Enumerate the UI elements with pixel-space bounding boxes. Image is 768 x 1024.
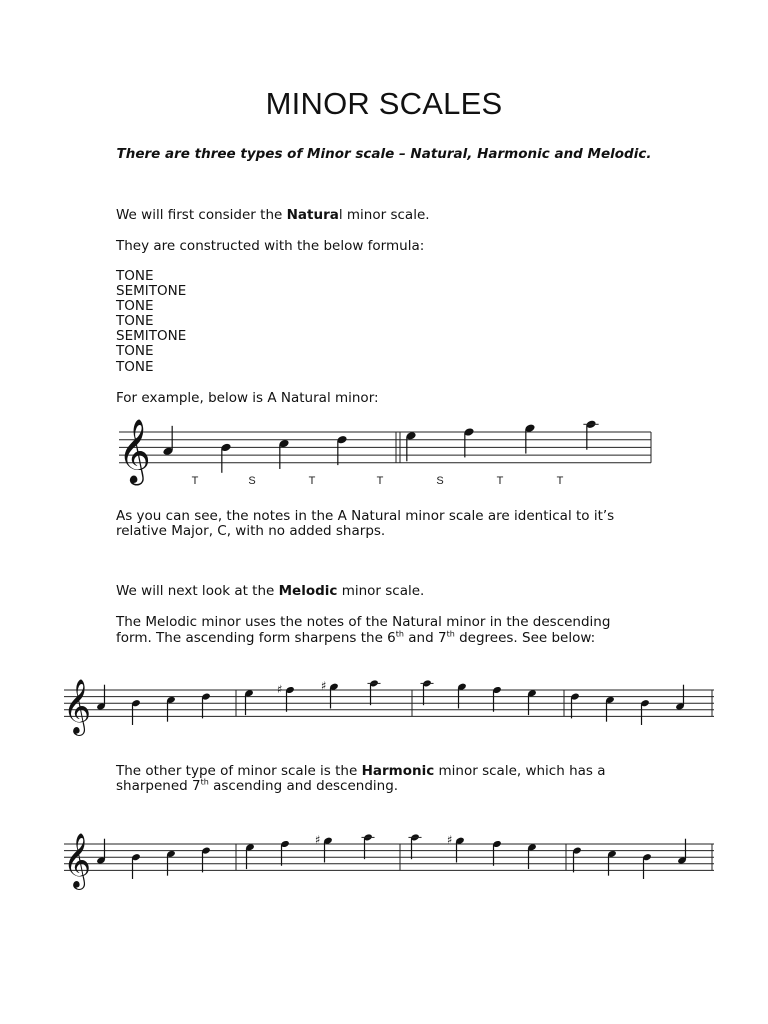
melodic-desc-line-2: form. The ascending form sharpens the 6th and 7th degrees. See below: [116,629,596,646]
harmonic-intro: The other type of minor scale is the Harmonic minor scale, which has a [116,763,606,779]
formula-step: SEMITONE [116,283,187,300]
step-label: T [556,475,564,487]
step-label: S [436,475,444,487]
subtitle: There are three types of Minor scale – Natural, Harmonic and Melodic. [116,146,652,162]
page-title: MINOR SCALES [265,86,503,121]
natural-note-line-1: As you can see, the notes in the A Natural minor scale are identical to it’s [116,508,615,524]
formula-step: SEMITONE [116,328,187,345]
formula-step: TONE [116,298,154,315]
example-intro: For example, below is A Natural minor: [116,390,379,406]
step-label: T [308,475,316,487]
harmonic-desc: sharpened 7th ascending and descending. [116,777,399,794]
melodic-desc-line-1: The Melodic minor uses the notes of the Natural minor in the descending [116,614,611,630]
melodic-intro: We will next look at the Melodic minor scale. [116,583,425,599]
formula-step: TONE [116,343,154,360]
formula-step: TONE [116,313,154,330]
sharp-sign: ♯ [276,682,283,696]
step-label: T [191,475,199,487]
step-label: T [496,475,504,487]
sharp-sign: ♯ [446,833,453,847]
formula-step: TONE [116,358,154,375]
sharp-sign: ♯ [320,679,327,693]
formula-intro: They are constructed with the below formula: [116,238,425,254]
treble-clef: 𝄞 [63,833,92,889]
step-label: S [248,475,256,487]
natural-intro: We will first consider the Natural minor scale. [116,207,430,223]
step-label: T [376,475,384,487]
sharp-sign: ♯ [314,833,321,847]
natural-note-line-2: relative Major, C, with no added sharps. [116,523,386,539]
formula-step: TONE [116,268,154,284]
treble-clef: 𝄞 [63,679,92,735]
treble-clef: 𝄞 [118,419,151,484]
